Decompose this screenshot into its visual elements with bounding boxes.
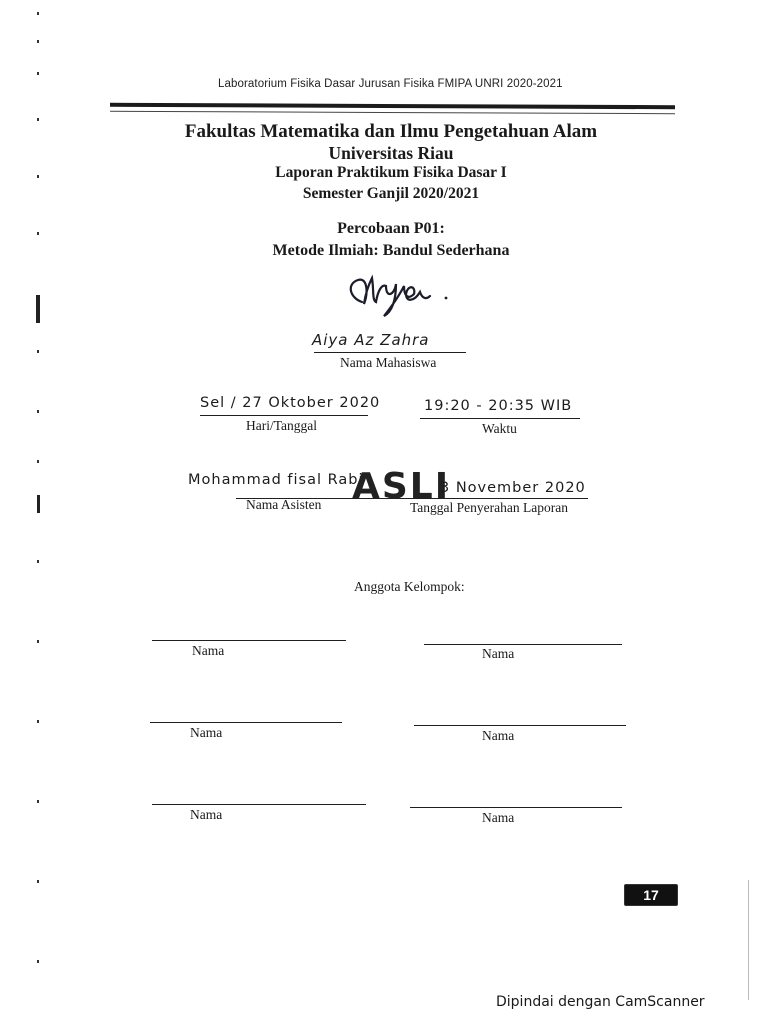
member-line bbox=[424, 644, 622, 645]
scan-speck bbox=[37, 72, 39, 75]
member-label: Nama bbox=[190, 807, 223, 822]
scan-speck bbox=[37, 350, 39, 353]
page-number-badge: 17 bbox=[624, 884, 678, 906]
time-label: Waktu bbox=[482, 421, 517, 436]
day-date-line bbox=[200, 415, 368, 416]
member-line bbox=[414, 725, 626, 726]
member-line bbox=[152, 640, 346, 641]
scan-punch-mark bbox=[36, 295, 40, 323]
asli-stamp: ASLI bbox=[352, 466, 451, 507]
time-handwritten: 19:20 - 20:35 WIB bbox=[424, 398, 573, 414]
experiment-name: Metode Ilmiah: Bandul Sederhana bbox=[272, 242, 510, 259]
assistant-name-label: Nama Asisten bbox=[246, 497, 322, 512]
student-name-label: Nama Mahasiswa bbox=[340, 355, 437, 370]
time-line bbox=[420, 418, 580, 419]
member-label: Nama bbox=[482, 810, 515, 825]
group-title: Anggota Kelompok: bbox=[354, 579, 465, 594]
submission-date-handwritten: 3 November 2020 bbox=[440, 480, 586, 496]
member-label: Nama bbox=[482, 728, 515, 743]
scan-speck bbox=[37, 460, 39, 463]
header-rule-thin bbox=[110, 111, 675, 114]
member-line bbox=[152, 804, 366, 805]
student-signature bbox=[342, 270, 457, 320]
student-name-handwritten: Aiya Az Zahra bbox=[312, 331, 430, 349]
page-edge bbox=[748, 880, 749, 1000]
member-label: Nama bbox=[482, 646, 515, 661]
scan-punch-mark bbox=[37, 495, 40, 513]
member-line bbox=[150, 722, 342, 723]
member-label: Nama bbox=[192, 643, 225, 658]
scanner-watermark: Dipindai dengan CamScanner bbox=[496, 994, 705, 1010]
semester-title: Semester Ganjil 2020/2021 bbox=[302, 185, 480, 202]
day-date-label: Hari/Tanggal bbox=[246, 418, 318, 433]
scan-speck bbox=[37, 640, 39, 643]
member-label: Nama bbox=[190, 725, 223, 740]
member-line bbox=[410, 807, 622, 808]
scan-speck bbox=[37, 12, 39, 15]
assistant-name-handwritten: Mohammad fisal Rabi bbox=[188, 472, 364, 488]
lab-header: Laboratorium Fisika Dasar Jurusan Fisika FMIPA UNRI 2020-2021 bbox=[218, 78, 563, 90]
scan-speck bbox=[37, 410, 39, 413]
scan-speck bbox=[37, 40, 39, 43]
day-date-handwritten: Sel / 27 Oktober 2020 bbox=[200, 395, 381, 411]
student-name-line bbox=[314, 352, 466, 353]
header-rule-thick bbox=[110, 103, 675, 109]
scan-speck bbox=[37, 560, 39, 563]
submission-date-label: Tanggal Penyerahan Laporan bbox=[410, 500, 568, 515]
scan-speck bbox=[37, 960, 39, 963]
faculty-title: Fakultas Matematika dan Ilmu Pengetahuan Alam bbox=[184, 121, 598, 142]
experiment-code: Percobaan P01: bbox=[337, 220, 445, 237]
scan-speck bbox=[37, 720, 39, 723]
scan-speck bbox=[37, 880, 39, 883]
scan-speck bbox=[37, 800, 39, 803]
university-title: Universitas Riau bbox=[328, 143, 454, 163]
report-title: Laporan Praktikum Fisika Dasar I bbox=[275, 164, 507, 181]
